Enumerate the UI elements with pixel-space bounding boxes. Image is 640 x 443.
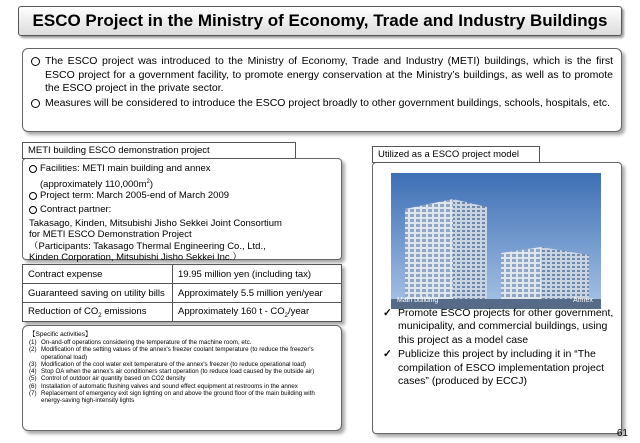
list-item xyxy=(383,348,615,388)
model-bullet-text: Promote ESCO projects for other government, municipality, and commercial buildings, using this project as a model case xyxy=(398,307,614,346)
item-text: Modification of the setting values of the annex's freezer coolant temperature (to reduce the freezer's operational load) xyxy=(41,346,314,361)
meti-section-label: METI building ESCO demonstration project xyxy=(22,142,296,159)
co2-key xyxy=(23,303,173,322)
main-building-front xyxy=(405,199,453,303)
item-number: (1) xyxy=(29,339,37,346)
circle-bullet-icon xyxy=(31,97,45,113)
item-number: (5) xyxy=(29,375,37,383)
table-row xyxy=(23,265,342,284)
checkmark-icon: ✓ xyxy=(383,307,392,319)
model-box xyxy=(372,162,622,434)
item-number: (2) xyxy=(29,346,37,354)
circle-bullet-icon xyxy=(29,163,40,177)
circle-bullet-icon xyxy=(31,55,45,96)
facilities-area-post: ) xyxy=(149,178,154,190)
list-item xyxy=(383,307,615,347)
co2-value xyxy=(173,303,342,322)
item-number: (6) xyxy=(29,382,37,390)
co2-val-pre: Approximately 160 t - CO xyxy=(178,305,285,317)
intro-text: The ESCO project was introduced to the Ministry of Economy, Trade and Industry (METI) buildings, which is the first ESCO project for a government facility, to promote energy conservation at the Ministry’s buildings, as well as to promote the ESCO project in the private sector. xyxy=(45,55,613,94)
partner-line: （Participants: Takasago Thermal Engineering Co., Ltd., xyxy=(29,240,266,252)
item-number: (7) xyxy=(29,390,37,398)
annex-label: Annex xyxy=(573,297,593,304)
list-item xyxy=(29,375,335,382)
cost-table xyxy=(22,264,342,322)
facilities-text: Facilities: METI main building and annex xyxy=(40,163,211,174)
main-building-label: Main building xyxy=(397,297,439,304)
contract-partner-text: Contract partner: xyxy=(40,203,112,215)
co2-val-sub: 2 xyxy=(284,312,288,319)
annex-front xyxy=(501,247,541,303)
list-item xyxy=(29,390,335,405)
item-text: Replacement of emergency exit sign lighting on and above the ground floor of the main building with energy-saving high-intensity lights xyxy=(41,390,315,405)
annex-side xyxy=(541,247,589,303)
intro-text: Measures will be considered to introduce the ESCO project broadly to other government buildings, schools, hospitals, etc. xyxy=(45,96,610,109)
checkmark-icon: ✓ xyxy=(383,348,392,361)
main-building-side xyxy=(453,199,487,303)
model-section-label: Utilized as a ESCO project model xyxy=(372,146,540,163)
co2-key-pre: Reduction of CO xyxy=(28,305,99,317)
facilities-row xyxy=(29,163,335,177)
partner-line: for METI ESCO Demonstration Project xyxy=(29,229,192,241)
intro-bullet xyxy=(31,55,613,96)
intro-bullet xyxy=(31,97,613,113)
partner-line: Takasago, Kinden, Mitsubishi Jisho Sekkei Joint Consortium xyxy=(29,217,282,229)
item-text: Stop OA when the annex's air conditioners start operation (to reduce load caused by the outside air) xyxy=(41,368,315,376)
cost-value: 19.95 million yen (including tax) xyxy=(173,265,342,284)
model-bullet-text: Publicize this project by including it in “The compilation of ESCO implementation project cases” (produced by ECCJ) xyxy=(398,348,605,388)
item-text: On-and-off operations considering the temperature of the machine room, etc. xyxy=(41,339,252,346)
list-item xyxy=(29,383,335,390)
project-term-row xyxy=(29,190,335,204)
partner-line: Kinden Corporation, Mitsubishi Jisho Sekkei Inc.） xyxy=(29,252,242,264)
item-number: (4) xyxy=(29,368,37,376)
specific-activities-header: 【Specific activities】 xyxy=(29,331,92,338)
table-row xyxy=(23,303,342,322)
page-title: ESCO Project in the Ministry of Economy, Trade and Industry Buildings xyxy=(18,6,622,36)
facilities-area-sup: 2 xyxy=(146,178,150,185)
list-item xyxy=(29,361,335,368)
circle-bullet-icon xyxy=(29,190,40,204)
facilities-area-pre: (approximately 110,000m xyxy=(40,178,147,190)
contract-partner-row xyxy=(29,204,335,218)
list-item xyxy=(29,368,335,375)
list-item xyxy=(29,346,335,361)
cost-key: Guaranteed saving on utility bills xyxy=(23,284,173,303)
item-text: Modification of the cool water exit temperature of the annex's freezer (to reduce operational load) xyxy=(41,360,306,368)
intro-box xyxy=(22,48,622,132)
item-number: (3) xyxy=(29,360,37,368)
co2-val-post: /year xyxy=(288,305,310,317)
specific-activities-box xyxy=(22,325,342,431)
co2-key-sub: 2 xyxy=(98,312,102,319)
page-number: 61 xyxy=(616,428,628,439)
facilities-area xyxy=(29,177,335,191)
item-text: Installation of automatic flushing valves and sound effect equipment at restrooms in the annex xyxy=(41,382,298,390)
table-row xyxy=(23,284,342,303)
circle-bullet-icon xyxy=(29,204,40,218)
list-item xyxy=(29,339,335,346)
cost-key: Contract expense xyxy=(23,265,173,284)
cost-value: Approximately 5.5 million yen/year xyxy=(173,284,342,303)
co2-key-post: emissions xyxy=(101,305,147,317)
item-text: Control of outdoor air quantity based on CO2 density xyxy=(41,375,186,383)
meti-box xyxy=(22,158,342,264)
project-term-text: Project term: March 2005-end of March 2009 xyxy=(40,190,230,202)
building-photo xyxy=(391,173,601,309)
model-bullet-list xyxy=(383,307,615,389)
